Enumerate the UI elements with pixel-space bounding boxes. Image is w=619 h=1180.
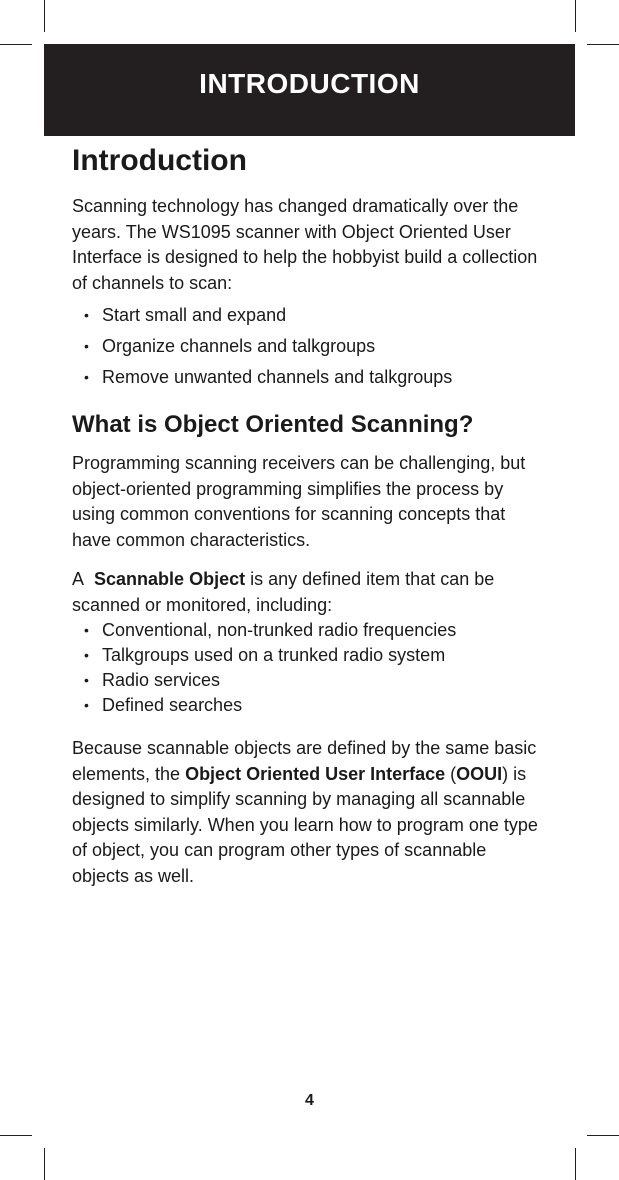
crop-mark-top-right-h <box>587 44 619 45</box>
list-item-text: Radio services <box>102 670 221 690</box>
definition-prefix: A <box>72 569 85 589</box>
intro-heading: Introduction <box>72 144 247 177</box>
oui-paragraph <box>72 736 547 889</box>
bullet-icon: • <box>84 307 89 323</box>
oui-term: Object Oriented User Interface <box>185 763 446 784</box>
list-item-text: Start small and expand <box>102 305 287 325</box>
oui-paren-open: ( <box>445 763 457 784</box>
list-item <box>72 331 547 362</box>
list-item <box>72 618 547 643</box>
section-header-title: INTRODUCTION <box>199 68 420 99</box>
crop-mark-top-left-h <box>0 44 32 45</box>
list-item <box>72 300 547 331</box>
crop-mark-bottom-left-h <box>0 1135 32 1136</box>
oos-heading: What is Object Oriented Scanning? <box>72 411 474 438</box>
crop-mark-bottom-right-v <box>575 1148 576 1180</box>
scannable-object-term: Scannable Object <box>94 569 246 589</box>
definition-text: is any defined item that can be scanned or monitored, including: <box>72 569 495 615</box>
intro-bullet-list <box>72 300 547 393</box>
list-item <box>72 668 547 693</box>
list-item <box>72 643 547 668</box>
list-item-text: Talkgroups used on a trunked radio system <box>102 645 446 665</box>
crop-mark-top-right-v <box>575 0 576 32</box>
oui-text-before: Because scannable objects are defined by the same basic elements, the <box>72 738 537 784</box>
crop-mark-bottom-left-v <box>44 1148 45 1180</box>
crop-mark-top-left-v <box>44 0 45 32</box>
oos-paragraph: Programming scanning receivers can be challenging, but object-oriented programming simplifies the process by using common conventions for scanning concepts that have common characteristics. <box>72 453 526 550</box>
list-item <box>72 362 547 393</box>
bullet-icon: • <box>84 622 89 638</box>
bullet-icon: • <box>84 338 89 354</box>
page-content <box>72 142 547 889</box>
list-item-text: Conventional, non-trunked radio frequencies <box>102 620 457 640</box>
oui-abbreviation: OOUI <box>456 763 503 784</box>
oui-text-after: ) is designed to simplify scanning by managing all scannable objects similarly. When you learn how to program one type of object, you can program other types of scannable objects as well. <box>72 763 538 886</box>
intro-paragraph: Scanning technology has changed dramatically over the years. The WS1095 scanner with Object Oriented User Interface is designed to help the hobbyist build a collection of channels to scan: <box>72 196 538 293</box>
bullet-icon: • <box>84 369 89 385</box>
crop-mark-bottom-right-h <box>587 1135 619 1136</box>
bullet-icon: • <box>84 647 89 663</box>
bullet-icon: • <box>84 672 89 688</box>
list-item-text: Organize channels and talkgroups <box>102 336 376 356</box>
scannable-object-definition <box>72 567 547 618</box>
scannable-objects-list <box>72 618 547 718</box>
list-item-text: Remove unwanted channels and talkgroups <box>102 367 453 387</box>
list-item <box>72 693 547 718</box>
section-header-banner <box>44 44 575 136</box>
list-item-text: Defined searches <box>102 695 243 715</box>
page-number: 4 <box>305 1092 314 1109</box>
bullet-icon: • <box>84 697 89 713</box>
